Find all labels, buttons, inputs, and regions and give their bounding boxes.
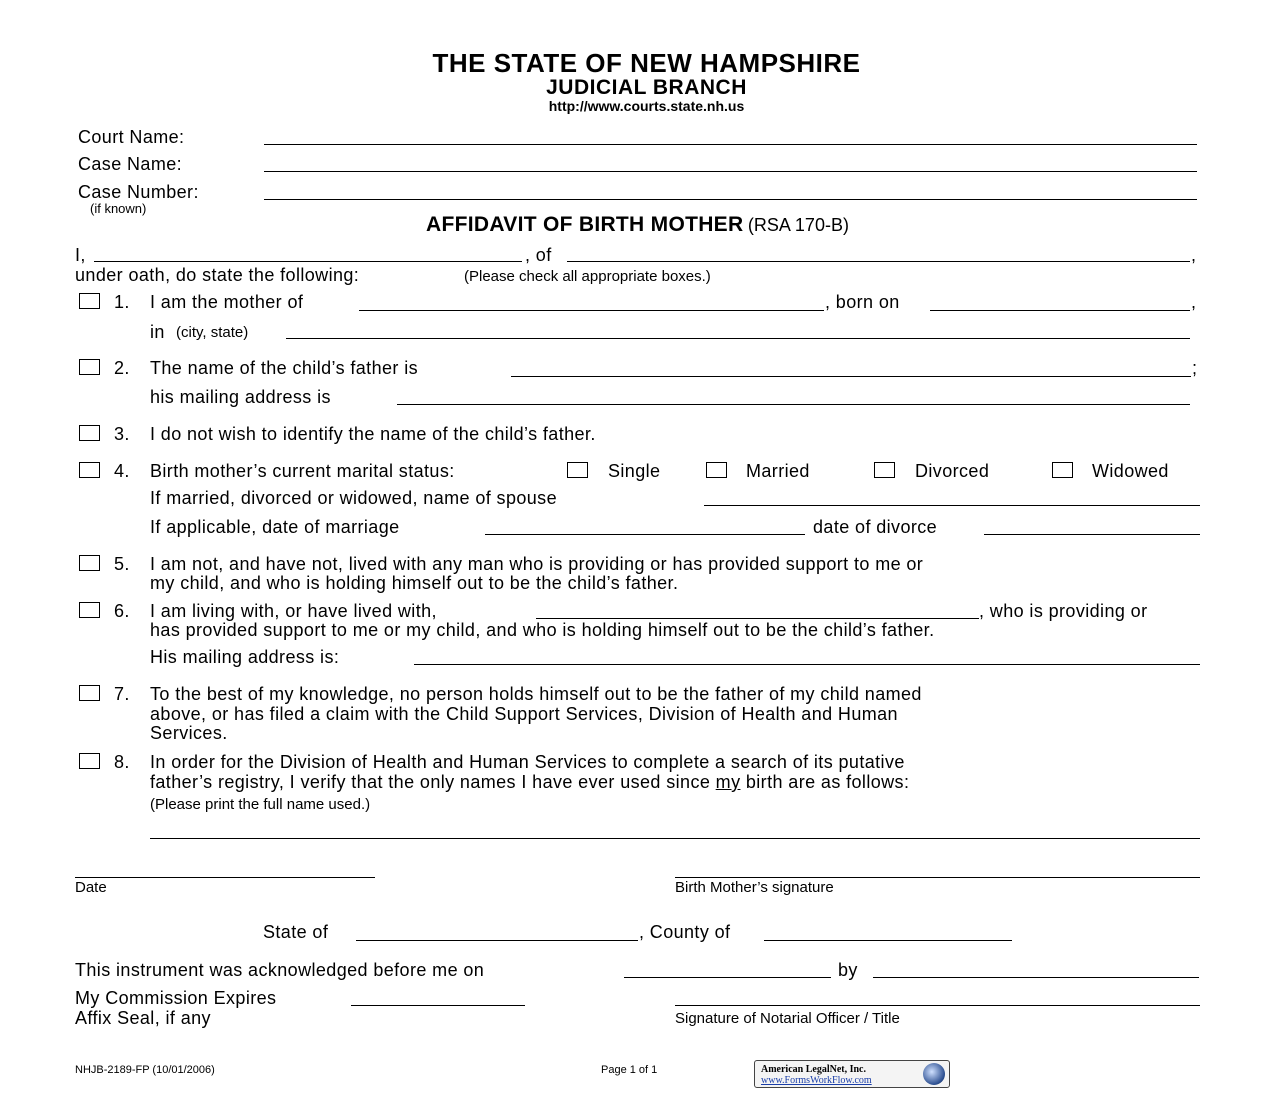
- item-2-text: The name of the child’s father is: [150, 358, 419, 378]
- item-8-line-1: In order for the Division of Health and Human Services to complete a search of its putative: [150, 752, 905, 772]
- date-marriage-label: If applicable, date of marriage: [150, 517, 400, 537]
- item-1-city-state: (city, state): [176, 324, 249, 341]
- state-of-label: State of: [263, 922, 329, 942]
- item-8-line-2b: birth are as follows:: [745, 772, 910, 792]
- court-name-label: Court Name:: [78, 127, 185, 147]
- birth-date-field[interactable]: [930, 310, 1190, 311]
- date-divorce-field[interactable]: [984, 534, 1200, 535]
- item-8-line-2a: father’s registry, I verify that the only names I have ever used since: [150, 772, 711, 792]
- item-2-checkbox[interactable]: [79, 359, 100, 375]
- item-6-text-a: I am living with, or have lived with,: [150, 601, 437, 621]
- widowed-label: Widowed: [1092, 461, 1169, 481]
- by-label: by: [838, 960, 858, 980]
- american-legalnet-logo[interactable]: [754, 1060, 950, 1088]
- item-8-note: (Please print the full name used.): [150, 796, 371, 813]
- item-1-checkbox[interactable]: [79, 293, 100, 309]
- item-6-mailing-label: His mailing address is:: [150, 647, 340, 667]
- item-7-number: 7.: [114, 684, 130, 704]
- item-7-line-2: above, or has filed a claim with the Child Support Services, Division of Health and Human: [150, 704, 898, 724]
- item-6-text-b: , who is providing or: [979, 601, 1148, 621]
- commission-label: My Commission Expires: [75, 988, 277, 1008]
- item-5-line-1: I am not, and have not, lived with any man who is providing or has provided support to me or: [150, 554, 924, 574]
- date-signature-field[interactable]: [75, 877, 375, 878]
- item-7-line-3: Services.: [150, 723, 228, 743]
- married-label: Married: [746, 461, 810, 481]
- intro-i: I,: [75, 245, 86, 265]
- mother-signature-label: Birth Mother’s signature: [675, 879, 834, 896]
- spouse-label: If married, divorced or widowed, name of spouse: [150, 488, 557, 508]
- item-6-checkbox[interactable]: [79, 602, 100, 618]
- branch-heading: JUDICIAL BRANCH: [546, 76, 747, 99]
- commission-date-field[interactable]: [351, 1005, 525, 1006]
- father-name-field[interactable]: [511, 376, 1191, 377]
- item-3-text: I do not wish to identify the name of the child’s father.: [150, 424, 596, 444]
- item-7-checkbox[interactable]: [79, 685, 100, 701]
- item-4-number: 4.: [114, 461, 130, 481]
- cohabitant-name-field[interactable]: [536, 618, 979, 619]
- county-field[interactable]: [764, 940, 1012, 941]
- item-7-line-1: To the best of my knowledge, no person holds himself out to be the father of my child named: [150, 684, 922, 704]
- single-checkbox[interactable]: [567, 462, 588, 478]
- item-2-mailing-label: his mailing address is: [150, 387, 331, 407]
- item-4-checkbox[interactable]: [79, 462, 100, 478]
- intro-comma: ,: [1191, 245, 1197, 265]
- single-label: Single: [608, 461, 661, 481]
- item-6-number: 6.: [114, 601, 130, 621]
- logo-url[interactable]: www.FormsWorkFlow.com: [761, 1075, 872, 1086]
- item-8-line-2: [150, 772, 909, 793]
- page-number: Page 1 of 1: [601, 1064, 658, 1076]
- acknowledged-label: This instrument was acknowledged before me on: [75, 960, 485, 980]
- county-of-label: , County of: [639, 922, 731, 942]
- seal-label: Affix Seal, if any: [75, 1008, 211, 1028]
- item-8-checkbox[interactable]: [79, 753, 100, 769]
- case-name-label: Case Name:: [78, 154, 183, 174]
- intro-of: , of: [525, 245, 552, 265]
- item-1-in: in: [150, 322, 165, 342]
- globe-icon: [923, 1063, 945, 1085]
- item-5-line-2: my child, and who is holding himself out to be the child’s father.: [150, 573, 679, 593]
- item-2-number: 2.: [114, 358, 130, 378]
- affiant-address-field[interactable]: [567, 261, 1190, 262]
- item-5-number: 5.: [114, 554, 130, 574]
- father-mailing-field[interactable]: [397, 404, 1190, 405]
- item-8-underlined-my: my: [715, 772, 741, 792]
- date-divorce-label: date of divorce: [813, 517, 938, 537]
- item-1-text-b: , born on: [825, 292, 900, 312]
- item-6-line-2: has provided support to me or my child, and who is holding himself out to be the child’s father.: [150, 620, 935, 640]
- acknowledged-date-field[interactable]: [624, 977, 831, 978]
- date-label: Date: [75, 879, 107, 896]
- if-known-note: (if known): [90, 201, 147, 216]
- divorced-checkbox[interactable]: [874, 462, 895, 478]
- court-url: http://www.courts.state.nh.us: [548, 98, 745, 114]
- cohabitant-mailing-field[interactable]: [414, 664, 1200, 665]
- state-field[interactable]: [356, 940, 638, 941]
- married-checkbox[interactable]: [706, 462, 727, 478]
- birth-place-field[interactable]: [286, 338, 1190, 339]
- item-4-text: Birth mother’s current marital status:: [150, 461, 455, 481]
- notary-signature-label: Signature of Notarial Officer / Title: [675, 1010, 900, 1027]
- notary-signature-field[interactable]: [675, 1005, 1200, 1006]
- logo-company-name: American LegalNet, Inc.: [761, 1064, 866, 1075]
- spouse-name-field[interactable]: [704, 505, 1200, 506]
- item-5-checkbox[interactable]: [79, 555, 100, 571]
- divorced-label: Divorced: [915, 461, 990, 481]
- form-id: NHJB-2189-FP (10/01/2006): [75, 1064, 215, 1076]
- widowed-checkbox[interactable]: [1052, 462, 1073, 478]
- case-number-label: Case Number:: [78, 182, 199, 202]
- intro-note: (Please check all appropriate boxes.): [464, 268, 711, 285]
- item-3-checkbox[interactable]: [79, 425, 100, 441]
- affiant-name-field[interactable]: [94, 261, 522, 262]
- acknowledged-by-field[interactable]: [873, 977, 1199, 978]
- child-name-field[interactable]: [359, 310, 824, 311]
- case-name-field[interactable]: [264, 171, 1197, 172]
- item-1-text-a: I am the mother of: [150, 292, 304, 312]
- names-used-field[interactable]: [150, 838, 1200, 839]
- court-name-field[interactable]: [264, 144, 1197, 145]
- date-marriage-field[interactable]: [485, 534, 805, 535]
- mother-signature-field[interactable]: [675, 877, 1200, 878]
- item-3-number: 3.: [114, 424, 130, 444]
- state-heading: THE STATE OF NEW HAMPSHIRE: [432, 48, 861, 78]
- form-title-main: AFFIDAVIT OF BIRTH MOTHER: [426, 213, 744, 236]
- item-2-semicolon: ;: [1192, 358, 1198, 378]
- intro-oath: under oath, do state the following:: [75, 265, 360, 285]
- item-1-comma: ,: [1191, 292, 1197, 312]
- item-8-number: 8.: [114, 752, 130, 772]
- form-title-rsa: (RSA 170-B): [747, 215, 849, 235]
- case-number-field[interactable]: [264, 199, 1197, 200]
- form-title: [0, 213, 1275, 237]
- item-1-number: 1.: [114, 292, 130, 312]
